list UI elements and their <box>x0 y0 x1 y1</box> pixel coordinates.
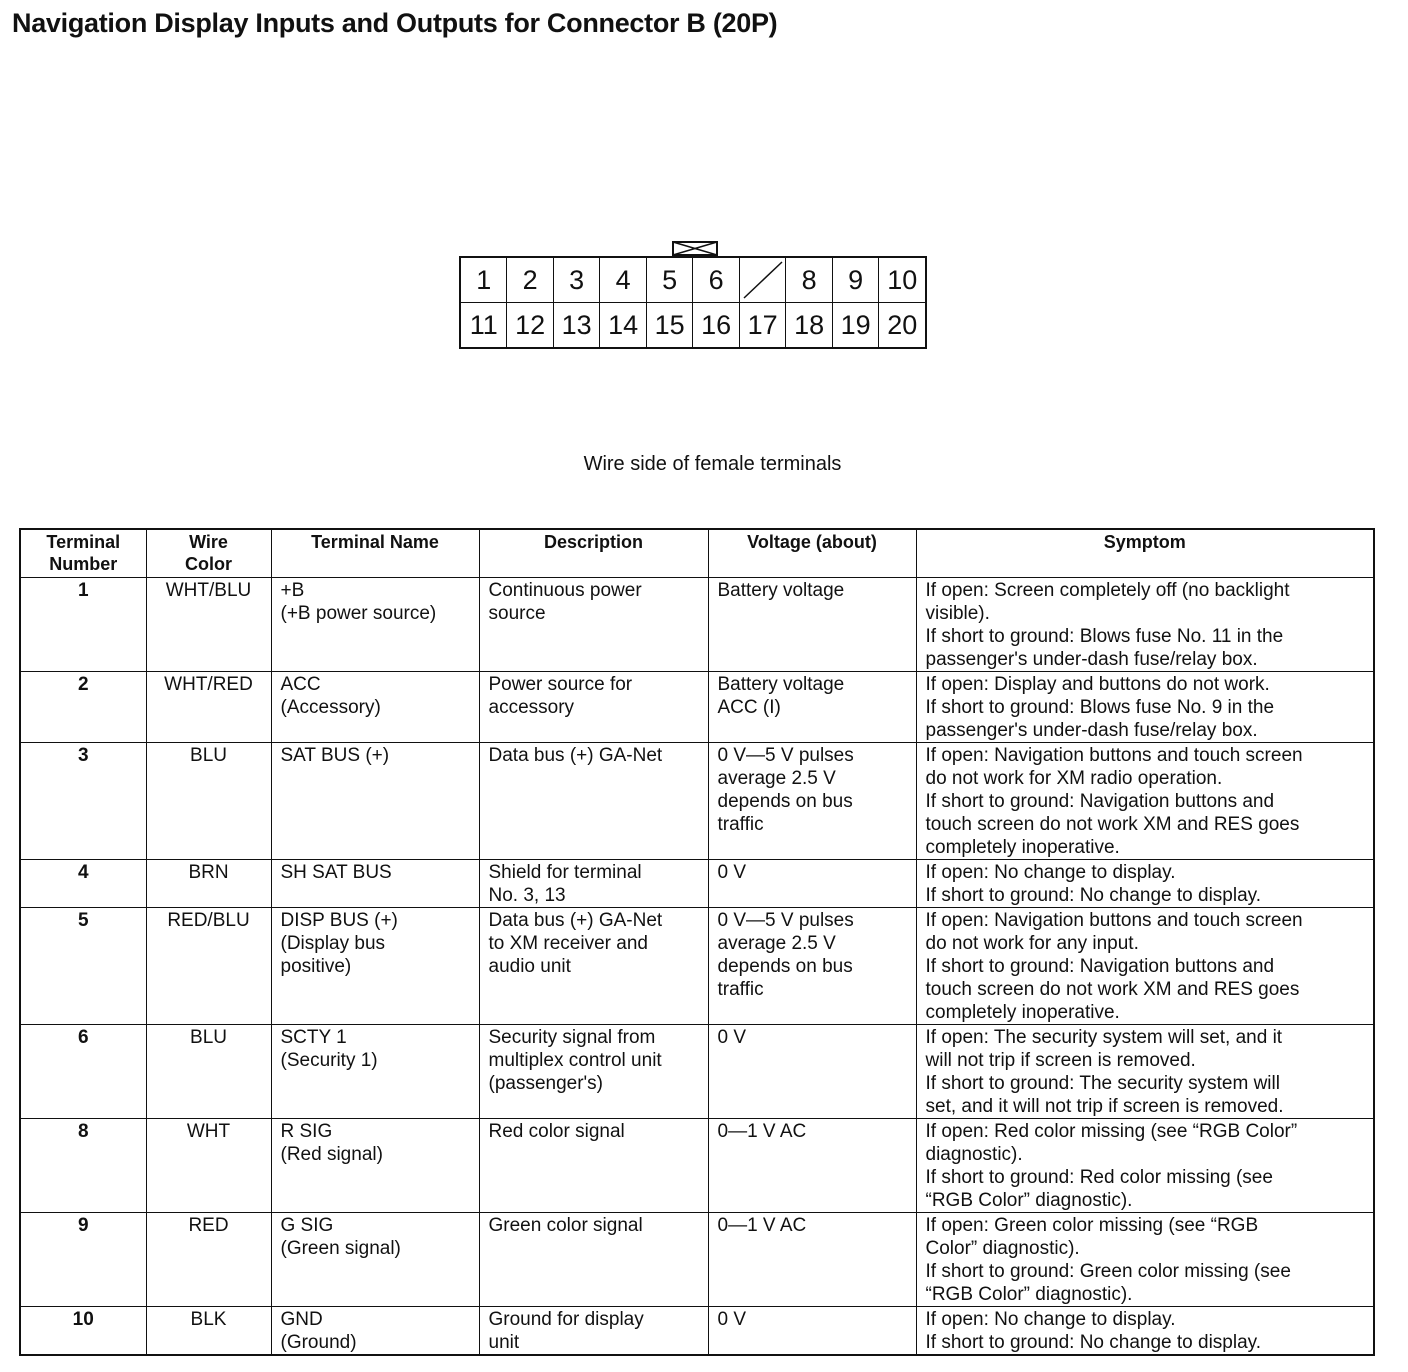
description-cell <box>479 1118 708 1212</box>
cell-line: (+B power source) <box>280 602 437 624</box>
header-description: Description <box>479 529 708 577</box>
pin-unused <box>739 257 786 303</box>
cell-line: If short to ground: Blows fuse No. 9 in the <box>925 696 1275 718</box>
terminal-name-cell <box>271 1024 479 1118</box>
cell-line: (Ground) <box>280 1331 357 1353</box>
pin-cell: 10 <box>879 257 926 303</box>
pin-cell: 8 <box>786 257 833 303</box>
terminal-name-cell <box>271 1306 479 1355</box>
wire-color-cell: RED/BLU <box>146 907 271 1024</box>
table-row <box>20 577 1374 671</box>
cell-line: If short to ground: Blows fuse No. 11 in the <box>925 625 1284 647</box>
cell-line: Red color signal <box>488 1120 625 1142</box>
cell-line: multiplex control unit <box>488 1049 662 1071</box>
description-cell <box>479 577 708 671</box>
terminal-name-cell <box>271 1212 479 1306</box>
pin-cell: 11 <box>460 303 507 349</box>
pin-cell: 14 <box>600 303 647 349</box>
cell-line: (passenger's) <box>488 1072 604 1094</box>
table-row <box>20 742 1374 859</box>
description-cell <box>479 907 708 1024</box>
cell-line: If short to ground: Navigation buttons and <box>925 955 1275 977</box>
cell-line: If open: The security system will set, and it <box>925 1026 1283 1048</box>
table-row <box>20 1024 1374 1118</box>
cell-line: set, and it will not trip if screen is removed. <box>925 1095 1284 1117</box>
cell-line: If open: No change to display. <box>925 861 1176 883</box>
cell-line: 0—1 V AC <box>717 1214 807 1236</box>
pin-cell: 19 <box>832 303 879 349</box>
terminal-number-cell: 6 <box>20 1024 146 1118</box>
cell-line: source <box>488 602 546 624</box>
cell-line: If open: Navigation buttons and touch screen <box>925 744 1303 766</box>
pin-cell: 1 <box>460 257 507 303</box>
table-row <box>20 671 1374 742</box>
wire-color-cell: BLK <box>146 1306 271 1355</box>
wire-color-cell: BLU <box>146 742 271 859</box>
terminal-number-cell: 8 <box>20 1118 146 1212</box>
pin-row-top <box>460 257 926 303</box>
connector-pin-grid <box>459 256 927 349</box>
terminal-number-cell: 5 <box>20 907 146 1024</box>
terminal-name-cell <box>271 742 479 859</box>
terminal-number-cell: 3 <box>20 742 146 859</box>
terminal-name-cell <box>271 577 479 671</box>
cell-line: ACC (I) <box>717 696 781 718</box>
description-cell <box>479 1306 708 1355</box>
cell-line: traffic <box>717 978 764 1000</box>
pin-cell: 6 <box>693 257 740 303</box>
cell-line: SCTY 1 <box>280 1026 347 1048</box>
wire-color-cell: BLU <box>146 1024 271 1118</box>
cell-line: touch screen do not work XM and RES goes <box>925 978 1300 1000</box>
cell-line: If open: Screen completely off (no backlight <box>925 579 1290 601</box>
cell-line: ACC <box>280 673 321 695</box>
cell-line: completely inoperative. <box>925 1001 1120 1023</box>
pin-cell: 5 <box>646 257 693 303</box>
unused-pin-slash-icon <box>740 258 786 302</box>
pin-cell: 4 <box>600 257 647 303</box>
cell-line: depends on bus <box>717 790 853 812</box>
pin-cell: 15 <box>646 303 693 349</box>
cell-line: If short to ground: Navigation buttons and <box>925 790 1275 812</box>
cell-line: Battery voltage <box>717 673 845 695</box>
table-row <box>20 907 1374 1024</box>
voltage-cell <box>708 671 916 742</box>
cell-line: G SIG <box>280 1214 334 1236</box>
cell-line: audio unit <box>488 955 571 977</box>
cell-line: GND <box>280 1308 323 1330</box>
cell-line: Battery voltage <box>717 579 845 601</box>
io-table <box>19 528 1375 1356</box>
pin-cell: 12 <box>507 303 554 349</box>
cell-line: (Red signal) <box>280 1143 383 1165</box>
symptom-cell <box>916 1212 1374 1306</box>
terminal-name-cell <box>271 1118 479 1212</box>
cell-line: 0 V <box>717 1308 747 1330</box>
terminal-number-cell: 1 <box>20 577 146 671</box>
voltage-cell <box>708 1212 916 1306</box>
symptom-cell <box>916 577 1374 671</box>
cell-line: If open: Navigation buttons and touch screen <box>925 909 1303 931</box>
cell-line: If short to ground: No change to display. <box>925 1331 1262 1353</box>
cell-line: If short to ground: Green color missing (see <box>925 1260 1291 1282</box>
cell-line: Color” diagnostic). <box>925 1237 1080 1259</box>
cell-line: average 2.5 V <box>717 932 836 954</box>
description-cell <box>479 671 708 742</box>
cell-line: Ground for display <box>488 1308 644 1330</box>
cell-line: No. 3, 13 <box>488 884 566 906</box>
header-symptom: Symptom <box>916 529 1374 577</box>
header-terminal-number: Terminal Number <box>20 529 146 577</box>
cell-line: DISP BUS (+) <box>280 909 398 931</box>
cell-line: (Display bus <box>280 932 386 954</box>
cell-line: visible). <box>925 602 990 624</box>
cell-line: touch screen do not work XM and RES goes <box>925 813 1300 835</box>
cell-line: Green color signal <box>488 1214 643 1236</box>
description-cell <box>479 1212 708 1306</box>
cell-line: traffic <box>717 813 764 835</box>
cell-line: do not work for any input. <box>925 932 1139 954</box>
cell-line: If open: No change to display. <box>925 1308 1176 1330</box>
symptom-cell <box>916 907 1374 1024</box>
table-row <box>20 859 1374 907</box>
wire-color-cell: WHT <box>146 1118 271 1212</box>
cell-line: accessory <box>488 696 575 718</box>
voltage-cell <box>708 907 916 1024</box>
symptom-cell <box>916 671 1374 742</box>
cell-line: Security signal from <box>488 1026 656 1048</box>
voltage-cell <box>708 1118 916 1212</box>
cell-line: passenger's under-dash fuse/relay box. <box>925 648 1258 670</box>
terminal-number-cell: 9 <box>20 1212 146 1306</box>
terminal-number-cell: 2 <box>20 671 146 742</box>
cell-line: 0 V <box>717 1026 747 1048</box>
cell-line: do not work for XM radio operation. <box>925 767 1223 789</box>
cell-line: SH SAT BUS <box>280 861 392 883</box>
cell-line: If open: Green color missing (see “RGB <box>925 1214 1259 1236</box>
cell-line: will not trip if screen is removed. <box>925 1049 1196 1071</box>
terminal-name-cell <box>271 859 479 907</box>
cell-line: unit <box>488 1331 520 1353</box>
cell-line: If open: Red color missing (see “RGB Color” <box>925 1120 1298 1142</box>
cell-line: 0 V—5 V pulses <box>717 909 854 931</box>
cell-line: Continuous power <box>488 579 642 601</box>
table-row <box>20 1118 1374 1212</box>
table-row <box>20 1306 1374 1355</box>
terminal-name-cell <box>271 907 479 1024</box>
cell-line: If open: Display and buttons do not work. <box>925 673 1270 695</box>
cell-line: Shield for terminal <box>488 861 642 883</box>
pin-cell: 2 <box>507 257 554 303</box>
pin-cell: 17 <box>739 303 786 349</box>
connector-caption: Wire side of female terminals <box>583 453 842 475</box>
table-row <box>20 1212 1374 1306</box>
cell-line: Data bus (+) GA-Net <box>488 909 663 931</box>
pin-cell: 16 <box>693 303 740 349</box>
cell-line: (Security 1) <box>280 1049 378 1071</box>
symptom-cell <box>916 1306 1374 1355</box>
pin-cell: 3 <box>553 257 600 303</box>
cell-line: If short to ground: The security system will <box>925 1072 1280 1094</box>
cell-line: R SIG <box>280 1120 333 1142</box>
symptom-cell <box>916 1024 1374 1118</box>
cell-line: 0 V <box>717 861 747 883</box>
terminal-name-cell <box>271 671 479 742</box>
cell-line: SAT BUS (+) <box>280 744 390 766</box>
cell-line: 0—1 V AC <box>717 1120 807 1142</box>
pin-row-bottom <box>460 303 926 349</box>
header-wire-color: Wire Color <box>146 529 271 577</box>
voltage-cell <box>708 577 916 671</box>
cell-line: “RGB Color” diagnostic). <box>925 1283 1133 1305</box>
description-cell <box>479 1024 708 1118</box>
connector-latch-icon <box>672 241 718 256</box>
page-title: Navigation Display Inputs and Outputs for Connector B (20P) <box>12 8 778 38</box>
cell-line: diagnostic). <box>925 1143 1023 1165</box>
wire-color-cell: WHT/RED <box>146 671 271 742</box>
cell-line: passenger's under-dash fuse/relay box. <box>925 719 1258 741</box>
cell-line: 0 V—5 V pulses <box>717 744 854 766</box>
description-cell <box>479 742 708 859</box>
symptom-cell <box>916 859 1374 907</box>
table-header-row <box>20 529 1374 577</box>
terminal-number-cell: 10 <box>20 1306 146 1355</box>
wire-color-cell: WHT/BLU <box>146 577 271 671</box>
header-voltage: Voltage (about) <box>708 529 916 577</box>
pin-cell: 9 <box>832 257 879 303</box>
symptom-cell <box>916 742 1374 859</box>
pin-cell: 20 <box>879 303 926 349</box>
connector-diagram <box>459 256 927 349</box>
cell-line: If short to ground: No change to display. <box>925 884 1262 906</box>
voltage-cell <box>708 742 916 859</box>
voltage-cell <box>708 1024 916 1118</box>
cell-line: Data bus (+) GA-Net <box>488 744 663 766</box>
pin-cell: 18 <box>786 303 833 349</box>
cell-line: +B <box>280 579 305 601</box>
voltage-cell <box>708 1306 916 1355</box>
cell-line: “RGB Color” diagnostic). <box>925 1189 1133 1211</box>
cell-line: to XM receiver and <box>488 932 648 954</box>
cell-line: (Green signal) <box>280 1237 401 1259</box>
cell-line: positive) <box>280 955 352 977</box>
terminal-number-cell: 4 <box>20 859 146 907</box>
cell-line: Power source for <box>488 673 633 695</box>
cell-line: completely inoperative. <box>925 836 1120 858</box>
symptom-cell <box>916 1118 1374 1212</box>
header-terminal-name: Terminal Name <box>271 529 479 577</box>
description-cell <box>479 859 708 907</box>
cell-line: depends on bus <box>717 955 853 977</box>
cell-line: average 2.5 V <box>717 767 836 789</box>
pin-cell: 13 <box>553 303 600 349</box>
wire-color-cell: BRN <box>146 859 271 907</box>
wire-color-cell: RED <box>146 1212 271 1306</box>
cell-line: If short to ground: Red color missing (see <box>925 1166 1273 1188</box>
cell-line: (Accessory) <box>280 696 381 718</box>
voltage-cell <box>708 859 916 907</box>
